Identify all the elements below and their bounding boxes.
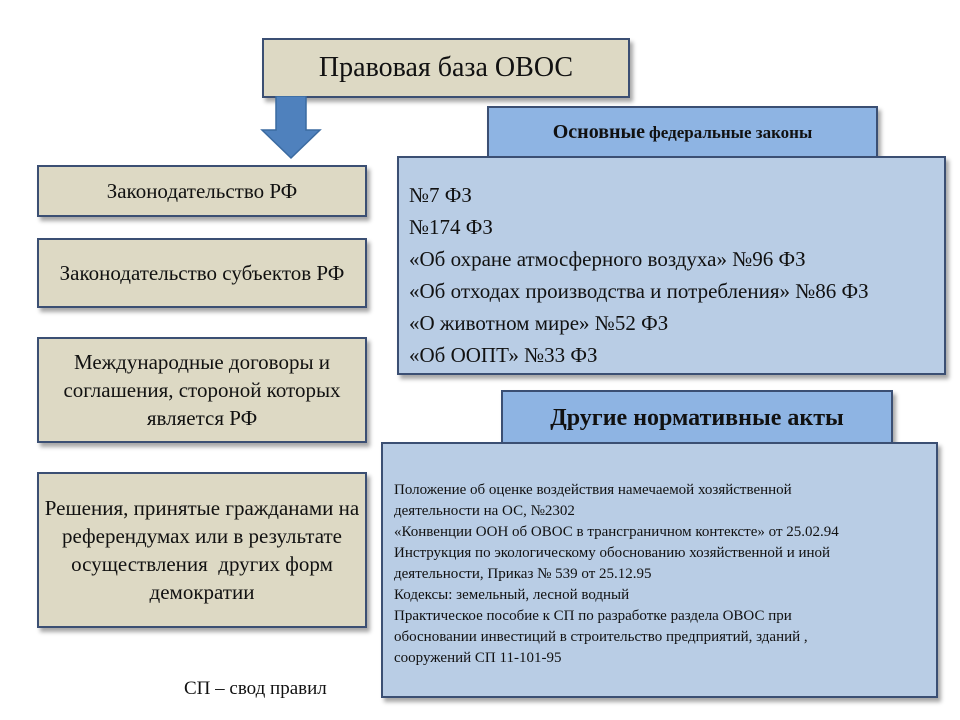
other-act-line: Практическое пособие к СП по разработке раздела ОВОС при — [394, 608, 792, 624]
federal-law-item: №174 ФЗ — [409, 215, 493, 239]
federal-law-item: «Об ООПТ» №33 ФЗ — [409, 343, 598, 367]
international-treaties-box — [37, 337, 367, 443]
international-treaties-label: Международные договоры и соглашения, стороной которых является РФ — [63, 350, 341, 430]
other-act-line: деятельности на ОС, №2302 — [394, 503, 575, 519]
other-acts-heading: Другие нормативные акты — [550, 404, 844, 431]
diagram-title: Правовая база ОВОС — [318, 52, 574, 83]
federal-laws-heading-rest: федеральные законы — [649, 123, 813, 142]
federal-laws-header — [487, 106, 878, 159]
other-act-line: Положение об оценке воздействия намечаемой хозяйственной — [394, 482, 792, 498]
federal-laws-list — [397, 156, 946, 375]
federal-law-item: «Об охране атмосферного воздуха» №96 ФЗ — [409, 247, 806, 271]
other-act-line: Инструкция по экологическому обоснованию хозяйственной и иной — [394, 545, 831, 561]
title-box — [262, 38, 630, 98]
other-act-line: Кодексы: земельный, лесной водный — [394, 587, 630, 603]
other-acts-list — [381, 442, 938, 698]
referendum-decisions-label: Решения, принятые гражданами на референдумах или в результате осуществления других форм демократии — [44, 496, 365, 604]
federal-laws-heading-main: Основные — [552, 121, 646, 143]
legislation-rf-box — [37, 165, 367, 217]
other-act-line: сооружений СП 11-101-95 — [394, 650, 562, 666]
other-act-line: обосновании инвестиций в строительство предприятий, зданий , — [394, 629, 808, 645]
federal-law-item: «О животном мире» №52 ФЗ — [409, 311, 669, 335]
other-act-line: «Конвенции ООН об ОВОС в трансграничном контексте» от 25.02.94 — [394, 524, 839, 540]
other-act-line: деятельности, Приказ № 539 от 25.12.95 — [394, 566, 652, 582]
down-arrow — [260, 96, 322, 160]
federal-law-item: «Об отходах производства и потребления» №86 ФЗ — [409, 279, 869, 303]
regional-legislation-box — [37, 238, 367, 308]
legislation-rf-label: Законодательство РФ — [106, 178, 298, 203]
footnote: СП – свод правил — [184, 678, 327, 699]
referendum-decisions-box — [37, 472, 367, 628]
regional-legislation-label: Законодательство субъектов РФ — [59, 260, 345, 285]
federal-law-item: №7 ФЗ — [409, 183, 472, 207]
other-acts-header — [501, 390, 893, 446]
